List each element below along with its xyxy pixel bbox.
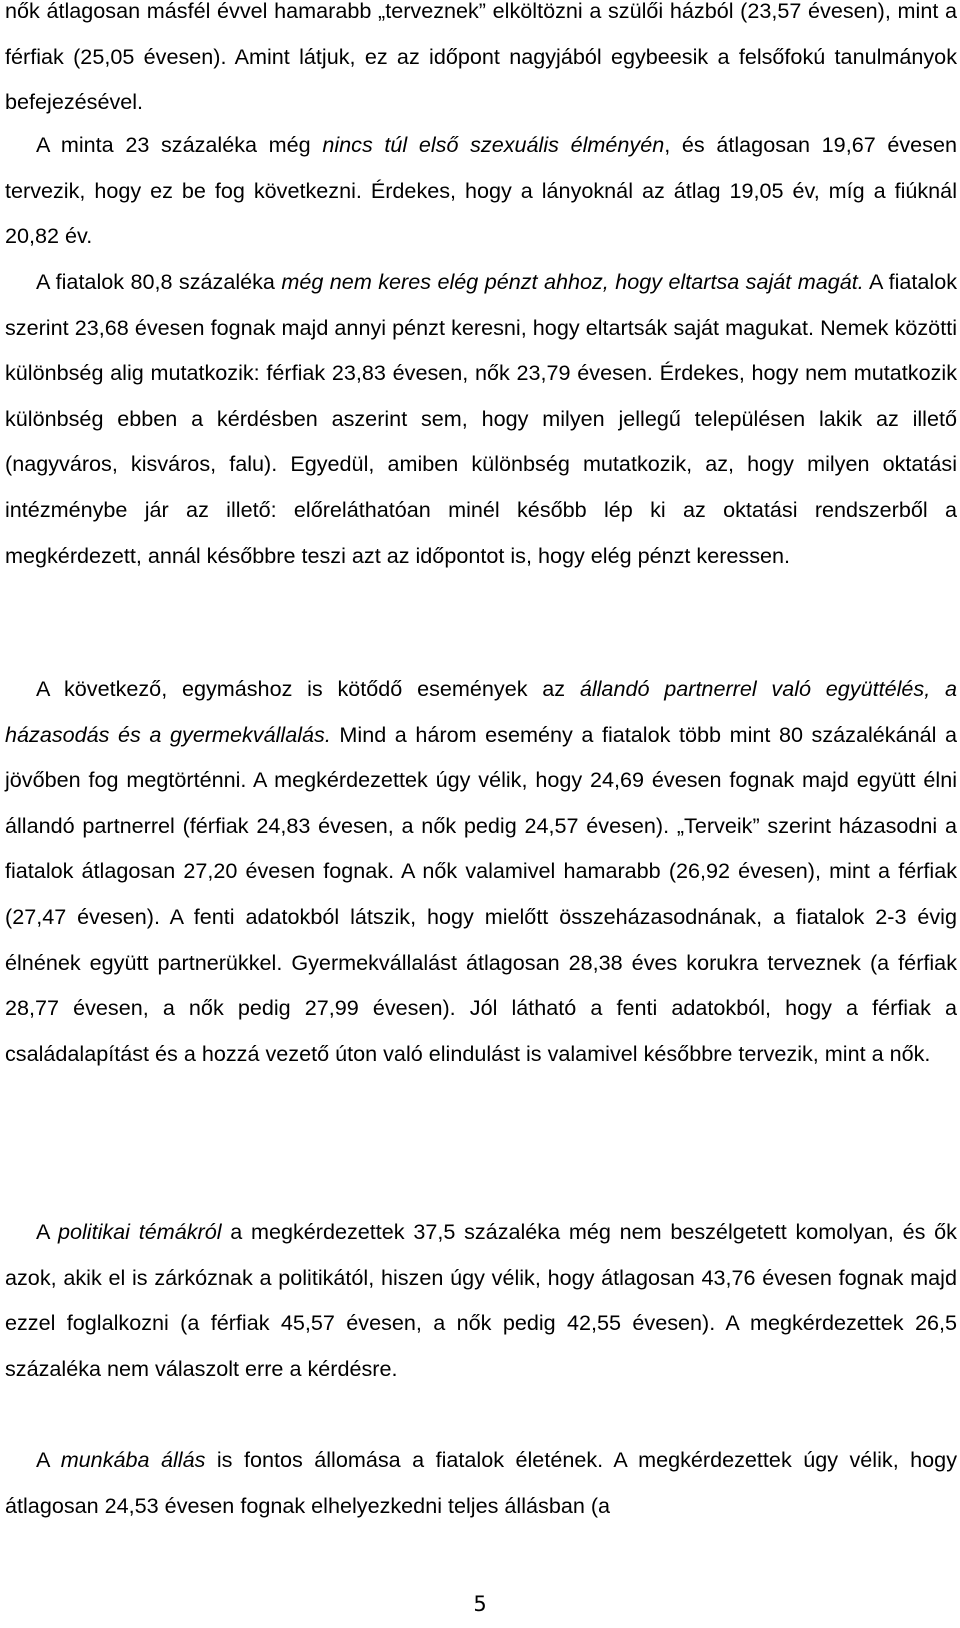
text-run: A következő, egymáshoz is kötődő események az (36, 676, 580, 701)
paragraph-financial-independence (5, 259, 957, 578)
paragraph-partnership-marriage-children (5, 666, 957, 1076)
text-run: A minta 23 százaléka még (36, 132, 323, 157)
paragraph-politics (5, 1209, 957, 1391)
paragraph-first-sexual-experience (5, 122, 957, 259)
text-run: A (36, 1219, 58, 1244)
page-number: 5 (473, 1592, 487, 1616)
text-run: A (36, 1447, 61, 1472)
text-run: A fiatalok 80,8 százaléka (36, 269, 282, 294)
paragraph-employment (5, 1437, 957, 1528)
italic-phrase: még nem keres elég pénzt ahhoz, hogy eltartsa saját magát. (281, 269, 864, 294)
text-run: is fontos állomása a fiatalok életének. A megkérdezettek úgy vélik, hogy átlagosan 24,53 évesen fognak elhelyezkedni teljes állásban (a (5, 1447, 957, 1518)
text-run: Mind a három esemény a fiatalok több mint 80 százalékánál a jövőben fog megtörténni. A megkérdezettek úgy vélik, hogy 24,69 évesen fognak majd együtt élni állandó partnerrel (férfiak 24,83 évesen, a nők pedig 24,57 évesen). „Terveik” szerint házasodni a fiatalok átlagosan 27,20 évesen fognak. A nők valamivel hamarabb (26,92 évesen), mint a férfiak (27,47 évesen). A fenti adatokból látszik, hogy mielőtt összeházasodnának, a fiatalok 2-3 évig élnének együtt partnerükkel. Gyermekvállalást átlagosan 28,38 éves korukra terveznek (a férfiak 28,77 évesen, a nők pedig 27,99 évesen). Jól látható a fenti adatokból, hogy a férfiak a családalapítást és a hozzá vezető úton való elindulást is valamivel későbbre tervezik, mint a nők. (5, 721, 957, 1066)
italic-phrase: politikai témákról (57, 1219, 222, 1244)
italic-phrase: állandó partnerrel való együttélés, a házasodás és a gyermekvállalás. (5, 676, 957, 747)
text-run: A fiatalok szerint 23,68 évesen fognak majd annyi pénzt keresni, hogy eltartsák saját magukat. Nemek közötti különbség alig mutatkozik: férfiak 23,83 évesen, nők 23,79 évesen. Érdekes, hogy nem mutatkozik különbség ebben a kérdésben aszerint sem, hogy milyen jellegű településen lakik az illető (nagyváros, kisváros, falu). Egyedül, amiben különbség mutatkozik, az, hogy milyen oktatási intézménybe jár az illető: előreláthatóan minél később lép ki az oktatási rendszerből a megkérdezett, annál későbbre teszi azt az időpontot is, hogy elég pénzt keressen. (5, 269, 958, 568)
paragraph-leaving-home (5, 0, 957, 125)
italic-phrase: munkába állás (60, 1447, 206, 1472)
italic-phrase: nincs túl első szexuális élményén (322, 132, 665, 157)
text-run: a megkérdezettek 37,5 százaléka még nem beszélgetett komolyan, és ők azok, akik el is zárkóznak a politikától, hiszen úgy vélik, hogy átlagosan 43,76 évesen fognak majd ezzel foglalkozni (a férfiak 45,57 évesen, a nők pedig 42,55 évesen). A megkérdezettek 26,5 százaléka nem válaszolt erre a kérdésre. (5, 1219, 957, 1381)
text-run: nők átlagosan másfél évvel hamarabb „terveznek” elköltözni a szülői házból (23,57 évesen), mint a férfiak (25,05 évesen). Amint látjuk, ez az időpont nagyjából egybeesik a felsőfokú tanulmányok befejezésével. (5, 0, 957, 115)
text-run: , és átlagosan 19,67 évesen tervezik, hogy ez be fog következni. Érdekes, hogy a lányoknál az átlag 19,05 év, míg a fiúknál 20,82 év. (5, 132, 957, 249)
